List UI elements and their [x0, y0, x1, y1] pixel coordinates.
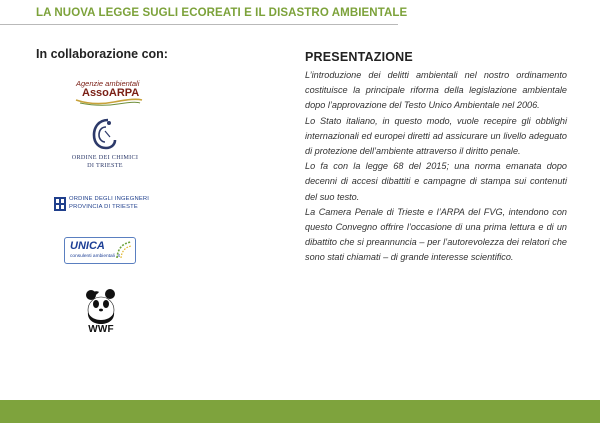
unica-name: UNICA [70, 240, 105, 252]
wwf-logo [84, 288, 118, 338]
chimici-label-2: DI TRIESTE [87, 162, 123, 169]
presentation-body [305, 68, 567, 266]
unica-logo [64, 237, 136, 264]
presentation-paragraph-4: La Camera Penale di Trieste e l’ARPA del FVG, intendono con questo Convegno offrire l’occasione di una prima lettura e di un dibattito che si preannuncia – per l’autorevolezza dei relatori che sono stati chiamati – di grande interesse scientifico. [305, 206, 567, 263]
wwf-panda-icon [84, 288, 118, 324]
wwf-name: WWF [88, 324, 114, 335]
ingegneri-label-2: PROVINCIA DI TRIESTE [69, 204, 138, 210]
assoarpa-logo [74, 79, 144, 107]
ingegneri-shield-icon [54, 197, 66, 211]
assoarpa-tagline: Agenzie ambientali [76, 79, 140, 88]
ingegneri-label-1: ORDINE DEGLI INGEGNERI [69, 196, 150, 202]
presentation-title: PRESENTAZIONE [305, 50, 413, 64]
unica-subtitle: consulenti ambientali .it [70, 254, 120, 259]
page-header-title: LA NUOVA LEGGE SUGLI ECOREATI E IL DISASTRO AMBIENTALE [36, 7, 408, 19]
chimici-emblem-icon [90, 117, 118, 151]
unica-arc-icon [115, 240, 133, 260]
header-divider [0, 24, 398, 25]
assoarpa-name: AssoARPA [82, 87, 140, 99]
assoarpa-swoosh-icon [74, 97, 144, 107]
presentation-paragraph-2: Lo Stato italiano, in questo modo, vuole recepire gli obblighi internazionali ed europei diretti ad assicurare un livello adeguato di protezione dell’ambiente attraverso il diritto penale. [305, 115, 567, 157]
ordine-chimici-logo [70, 117, 140, 177]
chimici-label-1: ORDINE DEI CHIMICI [71, 154, 139, 161]
collaboration-title: In collaborazione con: [36, 47, 168, 61]
presentation-paragraph-3: Lo fa con la legge 68 del 2015; una norma emanata dopo decenni di accesi dibattiti e campagne di stampa sui contenuti del suo testo. [305, 161, 567, 202]
presentation-paragraph-1: L’introduzione dei delitti ambientali nel nostro ordinamento costituisce la principale riforma della legislazione ambientale dopo l’approvazione del Testo Unico Ambientale nel 2006. [305, 70, 567, 111]
footer-band [0, 400, 600, 423]
ordine-ingegneri-logo [54, 196, 164, 214]
